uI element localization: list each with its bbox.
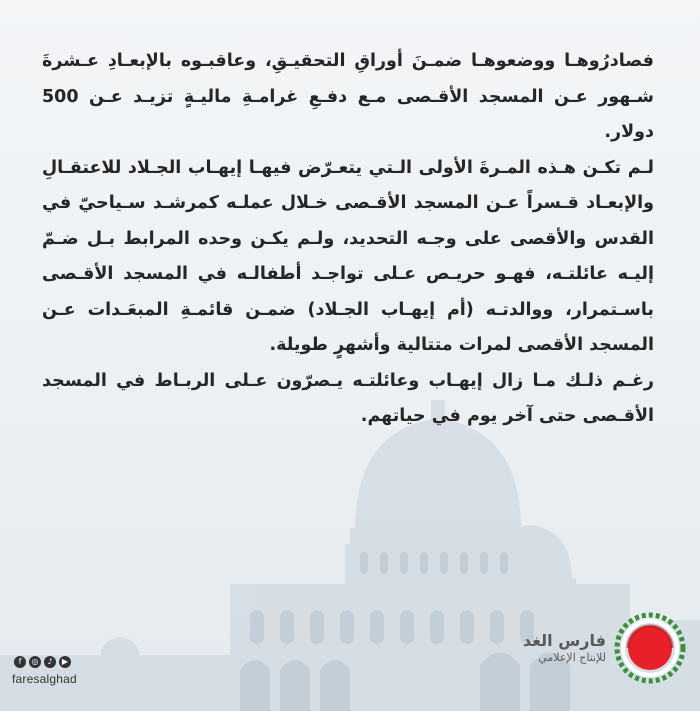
article-body (42, 44, 654, 435)
brand-logo-icon (614, 612, 686, 684)
brand-text (523, 631, 606, 665)
tiktok-icon[interactable]: ♪ (44, 656, 56, 668)
brand-subtitle: للإنتاج الإعلامي (538, 651, 606, 664)
social-handle: faresalghad (12, 672, 77, 686)
paragraph-2: لـم تكـن هـذه المـرةَ الأولى الـتي يتعـرّض فيهـا إيهـاب الجـلاد للاعتقـالِ والإبعـاد قـسراً عـن المسجد الأقـصى خـلال عملـه كمرشـد سـياحيّ في القدس والأقصى على وجـه التحديد، ولـم يكـن وحده المرابط بـل ضـمّ إليـه عائلتـه، فهـو حريـص عـلى تواجـد أطفالـه في المسجد الأقـصى باسـتمرار، ووالدتـه (أم إيهـاب الجـلاد) ضمـن قائمـةِ المبعَـدات عـن المسجد الأقصى لمرات متتالية وأشهرٍ طويلة. (42, 157, 654, 355)
paragraph-1: فصادرُوهـا ووضعوهـا ضمـنَ أوراقِ التحقيـقِ، وعاقبـوه بالإبعـادِ عـشرةَ شـهور عـن المسجد الأقـصى مـع دفـعِ غرامـةِ ماليـةٍ تزيـد عـن 500 دولار. (42, 51, 654, 142)
brand-logo-block (523, 612, 686, 684)
facebook-icon[interactable]: f (14, 656, 26, 668)
social-icons (14, 656, 71, 668)
instagram-icon[interactable]: ◎ (29, 656, 41, 668)
youtube-icon[interactable]: ▶ (59, 656, 71, 668)
paragraph-3: رغـم ذلـك مـا زال إيهـاب وعائلتـه يـصرّون عـلى الربـاط في المسجد الأقـصى حتى آخر يوم في حياتهم. (42, 370, 654, 426)
brand-name: فارس الغد (522, 631, 606, 650)
